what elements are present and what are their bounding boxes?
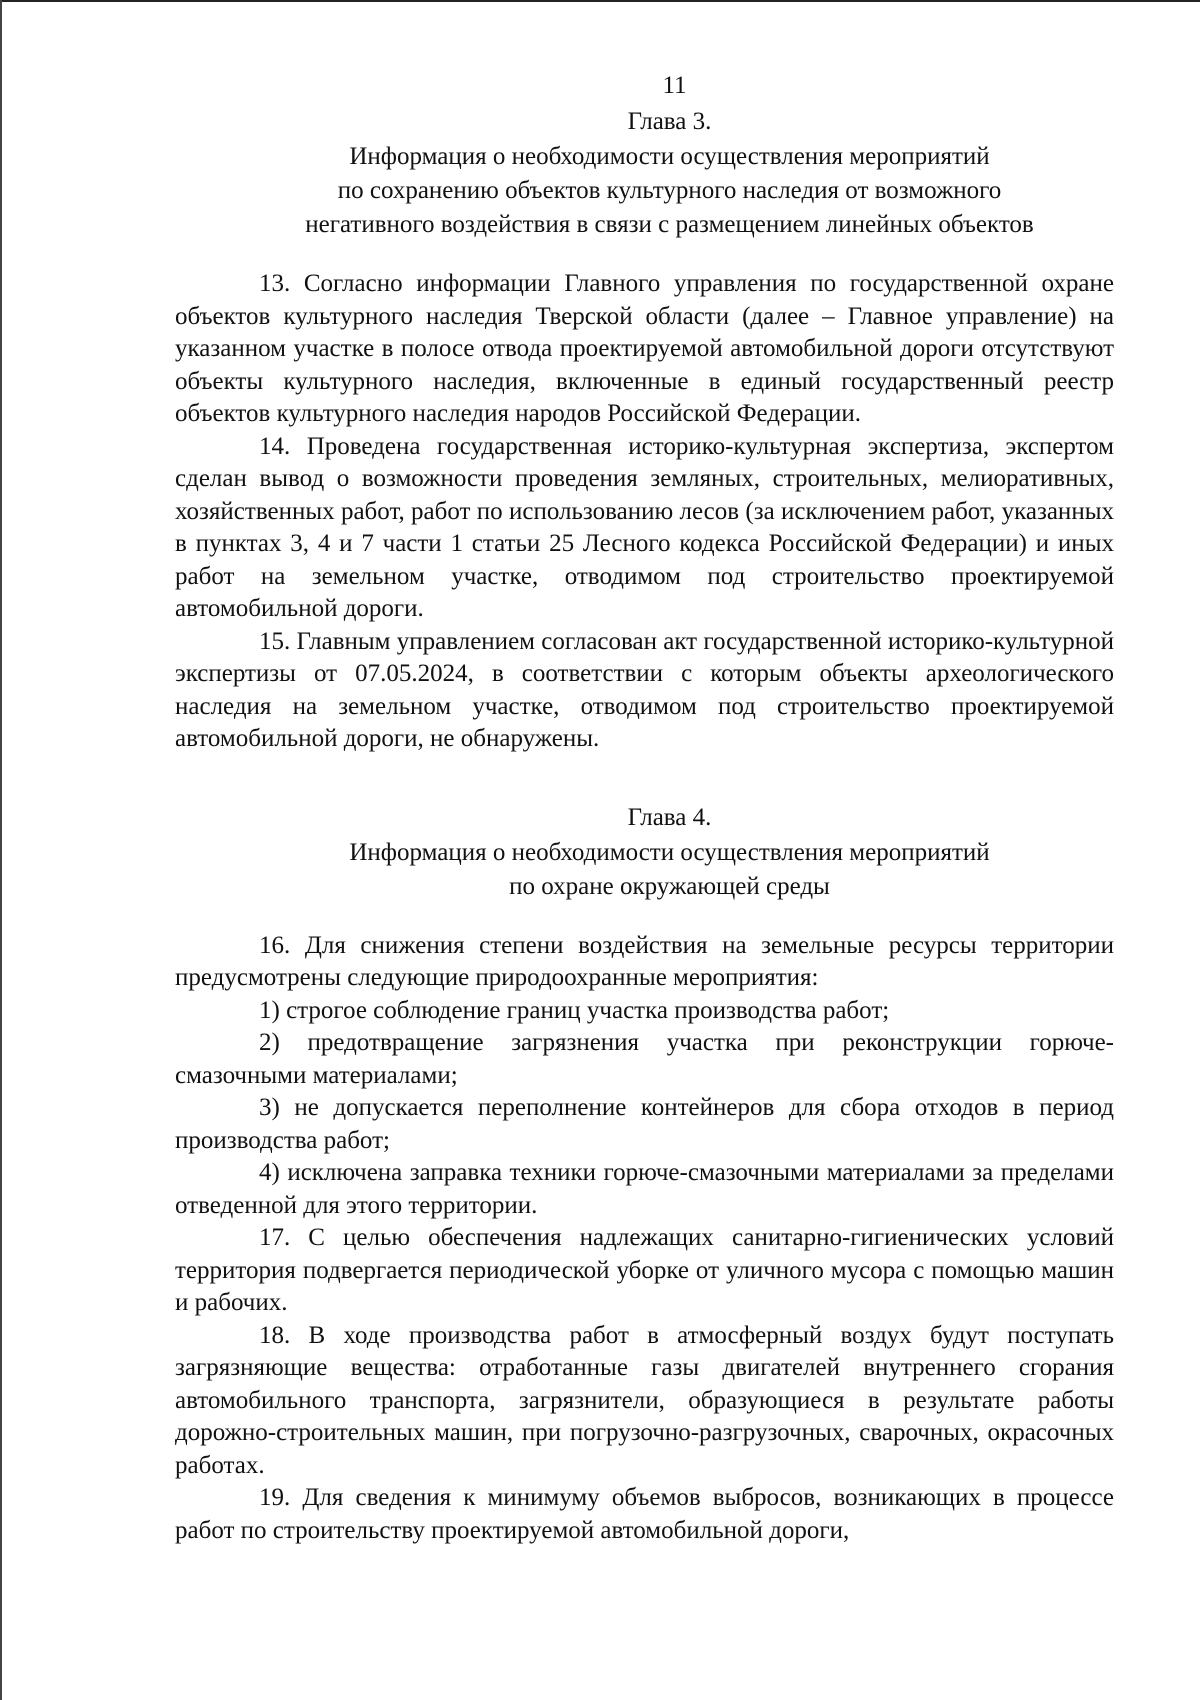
list-item-2: 2) предотвращение загрязнения участка при реконструкции горюче-смазочными материалами; bbox=[175, 1029, 1114, 1089]
chapter-3-heading-line: негативного воздействия в связи с размещением линейных объектов bbox=[305, 211, 1034, 238]
scan-edge-left bbox=[0, 0, 2, 1700]
list-item-3: 3) не допускается переполнение контейнеров для сбора отходов в период производства работ; bbox=[175, 1094, 1114, 1154]
chapter-3-title: Глава 3. bbox=[627, 108, 712, 135]
paragraph-13: 13. Согласно информации Главного управления по государственной охране объектов культурного наследия Тверской области (далее – Главное управление) на указанном участке в полосе отвода проектируемой автомобильной дороги отсутствуют объекты культурного наследия, включенные в единый государственный реестр объектов культурного наследия народов Российской Федерации. bbox=[175, 270, 1114, 427]
chapter-4-heading-line: Информация о необходимости осуществления мероприятий bbox=[349, 838, 990, 866]
chapter-4-header bbox=[225, 802, 1114, 904]
page-number: 11 bbox=[662, 72, 687, 99]
chapter-3-header bbox=[225, 106, 1114, 242]
chapter-3-body bbox=[175, 268, 1114, 756]
paragraph-16: 16. Для снижения степени воздействия на земельные ресурсы территории предусмотрены следующие природоохранные мероприятия: bbox=[175, 931, 1114, 991]
document-content bbox=[175, 70, 1114, 1547]
chapter-3-heading-line: по сохранению объектов культурного наследия от возможного bbox=[337, 177, 1002, 204]
chapter-4-heading bbox=[225, 836, 1114, 904]
paragraph-19: 19. Для сведения к минимуму объемов выбросов, возникающих в процессе работ по строительству проектируемой автомобильной дороги, bbox=[175, 1484, 1114, 1544]
scan-edge-top bbox=[0, 0, 1200, 2]
list-item-1: 1) строгое соблюдение границ участка производства работ; bbox=[259, 996, 890, 1024]
chapter-4-body bbox=[175, 930, 1114, 1548]
paragraph-18: 18. В ходе производства работ в атмосферный воздух будут поступать загрязняющие вещества: отработанные газы двигателей внутреннего сгорания автомобильного транспорта, загрязнители, образующиеся в результате работы дорожно-строительных машин, при погрузочно-разгрузочных, сварочных, окрасочных работах. bbox=[175, 1321, 1114, 1479]
paragraph-14: 14. Проведена государственная историко-культурная экспертиза, экспертом сделан вывод о возможности проведения земляных, строительных, мелиоративных, хозяйственных работ, работ по использованию лесов (за исключением работ, указанных в пунктах 3, 4 и 7 части 1 статьи 25 Лесного кодекса Российской Федерации) и иных работ на земельном участке, отводимом под строительство проектируемой автомобильной дороги. bbox=[175, 432, 1114, 622]
chapter-3-heading-line: Информация о необходимости осуществления мероприятий bbox=[349, 143, 990, 170]
paragraph-17: 17. С целью обеспечения надлежащих санитарно-гигиенических условий территория подвергается периодической уборке от уличного мусора с помощью машин и рабочих. bbox=[175, 1224, 1114, 1316]
chapter-4-title: Глава 4. bbox=[627, 803, 712, 831]
list-item-4: 4) исключена заправка техники горюче-смазочными материалами за пределами отведенной для этого территории. bbox=[175, 1159, 1114, 1219]
chapter-4-heading-line: по охране окружающей среды bbox=[509, 872, 830, 900]
chapter-3-heading bbox=[225, 140, 1114, 242]
paragraph-15: 15. Главным управлением согласован акт государственной историко-культурной экспертизы от 07.05.2024, в соответствии с которым объекты археологического наследия на земельном участке, отводимом под строительство проектируемой автомобильной дороги, не обнаружены. bbox=[175, 627, 1114, 752]
